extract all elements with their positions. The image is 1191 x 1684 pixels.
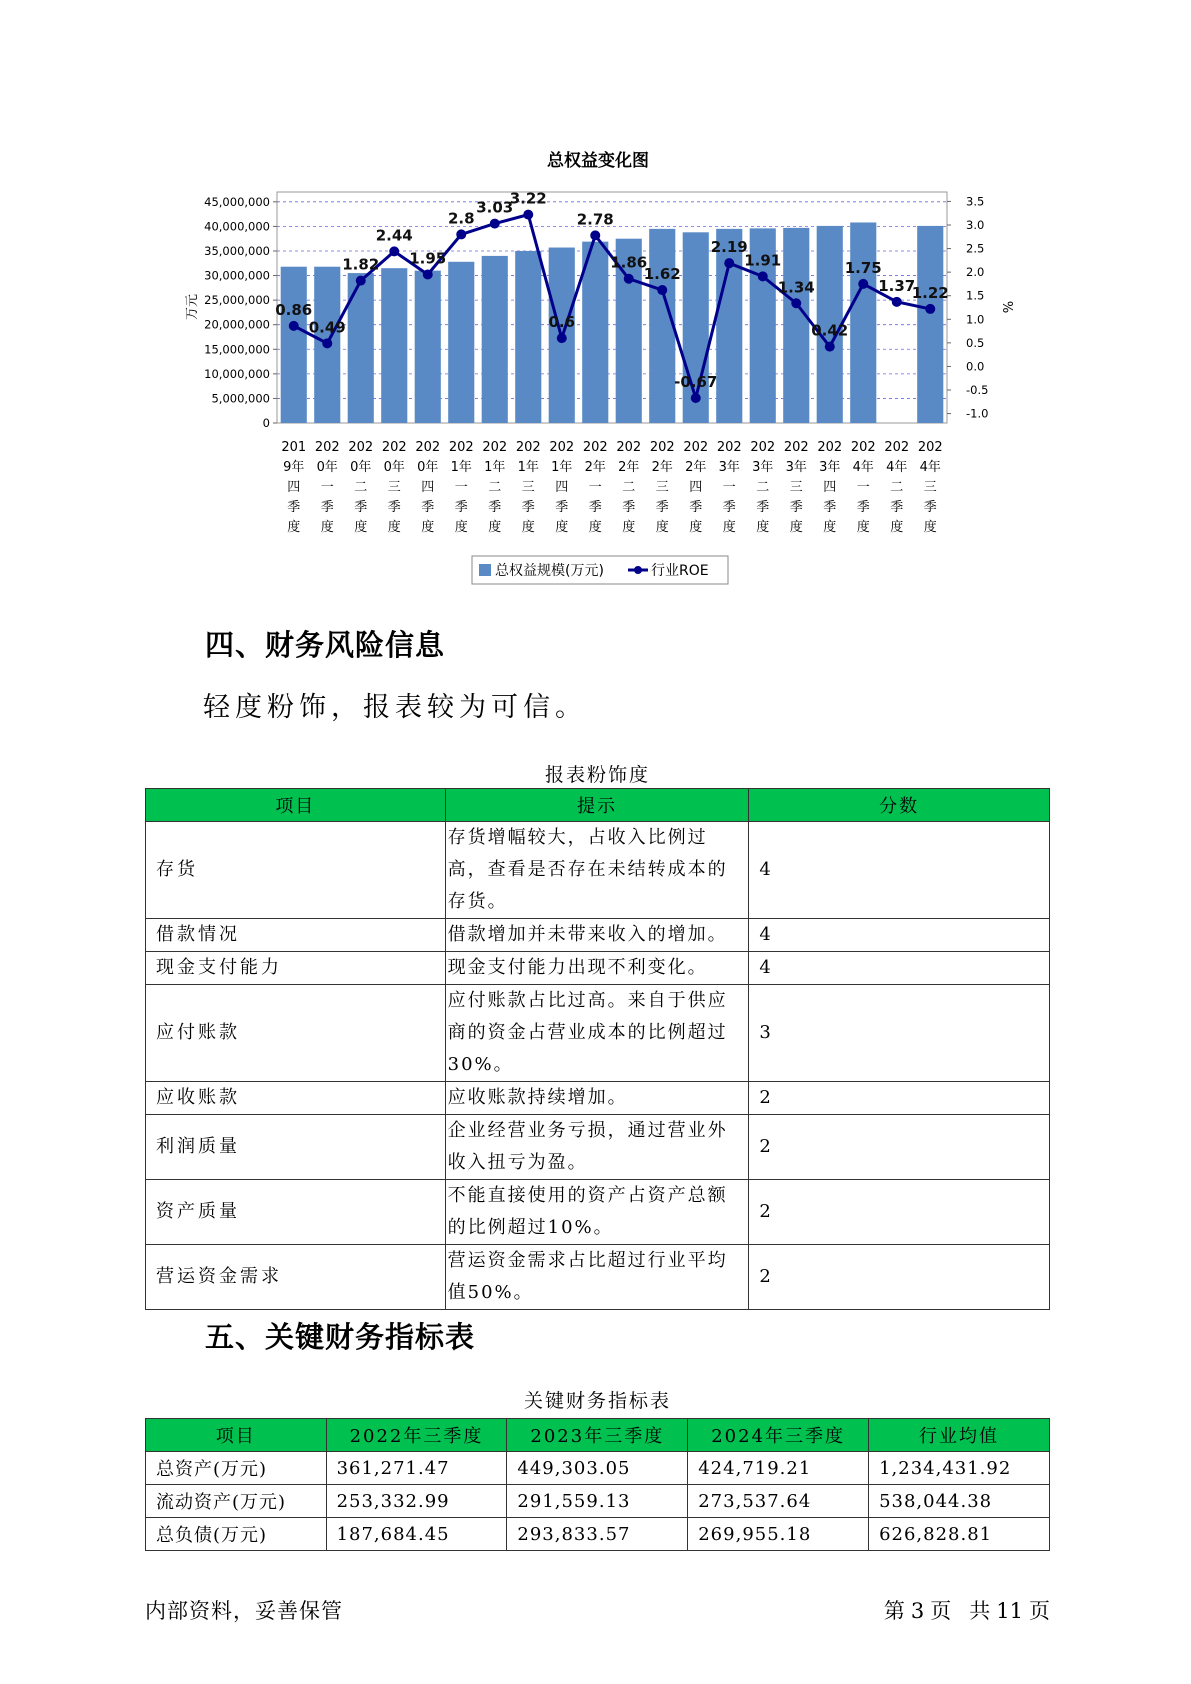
roe-data-label: 0.42 xyxy=(811,321,849,340)
risk-item: 借款情况 xyxy=(146,919,446,952)
risk-table-caption: 报表粉饰度 xyxy=(544,764,650,786)
x-tick-label: 1年 xyxy=(450,460,472,475)
key-table-caption: 关键财务指标表 xyxy=(523,1390,671,1412)
x-tick-label: 季 xyxy=(488,500,502,515)
x-tick-label: 季 xyxy=(789,500,803,515)
x-tick-label: 1年 xyxy=(517,460,539,475)
table-cell: 273,537.64 xyxy=(688,1485,869,1518)
column-header: 2022年三季度 xyxy=(326,1419,507,1452)
x-tick-label: 三 xyxy=(655,480,669,495)
table-cell: 253,332.99 xyxy=(326,1485,507,1518)
x-tick-label: 季 xyxy=(421,500,435,515)
risk-hint: 现金支付能力出现不利变化。 xyxy=(445,952,749,985)
x-tick-label: 度 xyxy=(856,520,870,535)
roe-data-label: 1.75 xyxy=(844,258,882,277)
risk-item: 利润质量 xyxy=(146,1115,446,1180)
equity-bar xyxy=(281,267,307,423)
risk-score: 2 xyxy=(749,1245,1050,1310)
page-number: 3 xyxy=(910,1599,925,1623)
x-tick-label: 季 xyxy=(622,500,636,515)
x-tick-label: 四 xyxy=(287,480,301,495)
roe-point xyxy=(590,230,600,240)
roe-data-label: 2.44 xyxy=(375,226,413,245)
roe-data-label: 1.86 xyxy=(610,253,648,272)
risk-table xyxy=(145,788,1050,1310)
equity-bar xyxy=(850,222,876,423)
table-cell: 424,719.21 xyxy=(688,1452,869,1485)
x-tick-label: 季 xyxy=(655,500,669,515)
left-tick-label: 25,000,000 xyxy=(204,293,270,308)
x-tick-label: 三 xyxy=(387,480,401,495)
roe-point xyxy=(691,393,701,403)
table-row xyxy=(146,1115,1050,1180)
column-header-score: 分数 xyxy=(749,789,1050,822)
right-tick-label: 3.0 xyxy=(966,218,985,232)
x-tick-label: 0年 xyxy=(383,460,405,475)
x-tick-label: 度 xyxy=(923,520,937,535)
x-tick-label: 度 xyxy=(622,520,636,535)
risk-item: 应付账款 xyxy=(146,985,446,1082)
risk-hint: 营运资金需求占比超过行业平均值50%。 xyxy=(445,1245,749,1310)
x-tick-label: 度 xyxy=(890,520,904,535)
left-tick-label: 35,000,000 xyxy=(204,243,270,258)
roe-point xyxy=(825,342,835,352)
x-tick-label: 四 xyxy=(823,480,837,495)
x-tick-label: 四 xyxy=(421,480,435,495)
equity-bar xyxy=(381,268,407,423)
table-row xyxy=(146,952,1050,985)
equity-bar xyxy=(716,229,742,423)
roe-data-label: 1.95 xyxy=(409,249,447,268)
x-tick-label: 度 xyxy=(387,520,401,535)
x-tick-label: 202 xyxy=(381,440,407,455)
roe-data-label: 2.78 xyxy=(576,210,614,229)
roe-point xyxy=(456,229,466,239)
legend-label-equity: 总权益规模(万元) xyxy=(495,563,604,579)
left-tick-label: 45,000,000 xyxy=(204,194,270,209)
x-tick-label: 季 xyxy=(555,500,569,515)
x-tick-label: 3年 xyxy=(718,460,740,475)
table-cell: 538,044.38 xyxy=(869,1485,1050,1518)
x-tick-label: 202 xyxy=(750,440,776,455)
x-tick-label: 0年 xyxy=(417,460,439,475)
x-tick-label: 度 xyxy=(722,520,736,535)
roe-data-label: 1.37 xyxy=(878,276,916,295)
table-cell: 269,955.18 xyxy=(688,1518,869,1551)
roe-point xyxy=(858,279,868,289)
risk-score: 2 xyxy=(749,1082,1050,1115)
roe-point xyxy=(925,304,935,314)
right-tick-label: 2.5 xyxy=(966,241,985,256)
right-tick-label: -1.0 xyxy=(966,406,989,421)
roe-point xyxy=(758,271,768,281)
x-tick-label: 3年 xyxy=(785,460,807,475)
legend-label-roe: 行业ROE xyxy=(651,563,709,579)
right-tick-label: 1.5 xyxy=(966,288,985,303)
x-tick-label: 季 xyxy=(588,500,602,515)
x-tick-label: 度 xyxy=(823,520,837,535)
roe-data-label: -0.67 xyxy=(674,373,718,392)
x-tick-label: 季 xyxy=(890,500,904,515)
x-tick-label: 季 xyxy=(689,500,703,515)
risk-hint: 借款增加并未带来收入的增加。 xyxy=(445,919,749,952)
x-tick-label: 季 xyxy=(287,500,301,515)
x-tick-label: 202 xyxy=(616,440,642,455)
footer-confidential-note: 内部资料，妥善保管 xyxy=(145,1599,343,1623)
roe-point xyxy=(490,219,500,229)
table-row xyxy=(146,822,1050,919)
left-tick-label: 30,000,000 xyxy=(204,268,270,283)
x-tick-label: 1年 xyxy=(551,460,573,475)
table-header-row xyxy=(146,1419,1050,1452)
x-tick-label: 度 xyxy=(689,520,703,535)
table-row xyxy=(146,1518,1050,1551)
total-unit: 页 xyxy=(1029,1599,1050,1623)
left-axis-label: 万元 xyxy=(185,293,200,321)
page-prefix: 第 xyxy=(883,1599,905,1623)
risk-score: 3 xyxy=(749,985,1050,1082)
x-tick-label: 度 xyxy=(655,520,669,535)
x-tick-label: 四 xyxy=(555,480,569,495)
x-tick-label: 2年 xyxy=(651,460,673,475)
roe-point xyxy=(523,210,533,220)
x-tick-label: 一 xyxy=(856,480,870,495)
x-tick-label: 9年 xyxy=(283,460,305,475)
risk-summary-text: 轻度粉饰，报表较为可信。 xyxy=(203,692,587,723)
roe-point xyxy=(356,276,366,286)
x-tick-label: 度 xyxy=(756,520,770,535)
x-tick-label: 4年 xyxy=(919,460,941,475)
column-header: 2023年三季度 xyxy=(507,1419,688,1452)
footer-page-number xyxy=(878,1595,1050,1625)
roe-point xyxy=(657,285,667,295)
x-tick-label: 季 xyxy=(823,500,837,515)
table-cell: 449,303.05 xyxy=(507,1452,688,1485)
x-tick-label: 202 xyxy=(683,440,709,455)
roe-data-label: 0.49 xyxy=(308,318,346,337)
x-tick-label: 202 xyxy=(884,440,910,455)
x-tick-label: 202 xyxy=(783,440,809,455)
right-tick-label: 0.0 xyxy=(966,359,985,374)
roe-point xyxy=(791,298,801,308)
x-tick-label: 二 xyxy=(488,480,502,495)
equity-change-chart xyxy=(0,0,1191,600)
left-tick-label: 15,000,000 xyxy=(204,342,270,357)
left-tick-label: 0 xyxy=(262,416,270,430)
x-tick-label: 4年 xyxy=(886,460,908,475)
x-tick-label: 一 xyxy=(320,480,334,495)
x-tick-label: 季 xyxy=(756,500,770,515)
x-tick-label: 四 xyxy=(689,480,703,495)
equity-bar xyxy=(515,251,541,423)
table-row xyxy=(146,1180,1050,1245)
x-tick-label: 202 xyxy=(448,440,474,455)
x-tick-label: 二 xyxy=(354,480,368,495)
key-indicators-table xyxy=(145,1418,1050,1551)
x-tick-label: 202 xyxy=(482,440,508,455)
legend-swatch-point xyxy=(634,566,642,574)
equity-bar xyxy=(482,256,508,423)
x-tick-label: 202 xyxy=(314,440,340,455)
equity-bar xyxy=(582,242,608,423)
x-tick-label: 季 xyxy=(521,500,535,515)
x-tick-label: 二 xyxy=(756,480,770,495)
x-tick-label: 202 xyxy=(716,440,742,455)
roe-data-label: 1.22 xyxy=(911,283,949,302)
table-row xyxy=(146,985,1050,1082)
x-tick-label: 0年 xyxy=(316,460,338,475)
x-tick-label: 3年 xyxy=(752,460,774,475)
risk-hint: 不能直接使用的资产占资产总额的比例超过10%。 xyxy=(445,1180,749,1245)
x-tick-label: 度 xyxy=(354,520,368,535)
x-tick-label: 季 xyxy=(320,500,334,515)
risk-item: 应收账款 xyxy=(146,1082,446,1115)
x-tick-label: 二 xyxy=(622,480,636,495)
x-tick-label: 202 xyxy=(850,440,876,455)
roe-point xyxy=(624,274,634,284)
table-header-row xyxy=(146,789,1050,822)
roe-point xyxy=(389,246,399,256)
x-tick-label: 2年 xyxy=(685,460,707,475)
x-tick-label: 三 xyxy=(521,480,535,495)
table-cell: 总资产(万元) xyxy=(146,1452,327,1485)
table-row xyxy=(146,1082,1050,1115)
risk-section-heading: 四、财务风险信息 xyxy=(205,628,446,662)
chart-svg xyxy=(0,0,1191,600)
x-tick-label: 度 xyxy=(521,520,535,535)
risk-item: 存货 xyxy=(146,822,446,919)
risk-score: 2 xyxy=(749,1180,1050,1245)
x-tick-label: 度 xyxy=(488,520,502,535)
equity-bar xyxy=(783,228,809,423)
risk-score: 4 xyxy=(749,919,1050,952)
x-tick-label: 202 xyxy=(582,440,608,455)
chart-title: 总权益变化图 xyxy=(547,151,649,171)
x-tick-label: 202 xyxy=(515,440,541,455)
table-row xyxy=(146,1245,1050,1310)
roe-data-label: 0.6 xyxy=(548,313,576,332)
roe-point xyxy=(557,333,567,343)
roe-data-label: 3.03 xyxy=(476,198,514,217)
roe-point xyxy=(724,258,734,268)
page-unit: 页 xyxy=(930,1599,952,1623)
left-tick-label: 20,000,000 xyxy=(204,317,270,332)
table-cell: 1,234,431.92 xyxy=(869,1452,1050,1485)
right-tick-label: 2.0 xyxy=(966,265,985,280)
x-tick-label: 4年 xyxy=(852,460,874,475)
x-tick-label: 度 xyxy=(555,520,569,535)
x-tick-label: 季 xyxy=(856,500,870,515)
x-tick-label: 3年 xyxy=(819,460,841,475)
x-tick-label: 202 xyxy=(415,440,441,455)
risk-hint: 企业经营业务亏损，通过营业外收入扭亏为盈。 xyxy=(445,1115,749,1180)
x-tick-label: 202 xyxy=(817,440,843,455)
x-tick-label: 0年 xyxy=(350,460,372,475)
roe-data-label: 1.82 xyxy=(342,255,380,274)
table-cell: 流动资产(万元) xyxy=(146,1485,327,1518)
risk-item: 现金支付能力 xyxy=(146,952,446,985)
legend-swatch-bar xyxy=(479,564,491,576)
x-tick-label: 202 xyxy=(549,440,575,455)
x-tick-label: 季 xyxy=(454,500,468,515)
x-tick-label: 三 xyxy=(789,480,803,495)
roe-data-label: 3.22 xyxy=(509,189,547,208)
roe-point xyxy=(423,270,433,280)
column-header: 行业均值 xyxy=(869,1419,1050,1452)
x-tick-label: 季 xyxy=(722,500,736,515)
risk-score: 4 xyxy=(749,822,1050,919)
roe-data-label: 1.62 xyxy=(643,265,681,284)
x-tick-label: 一 xyxy=(454,480,468,495)
roe-point xyxy=(289,321,299,331)
x-tick-label: 季 xyxy=(354,500,368,515)
x-tick-label: 1年 xyxy=(484,460,506,475)
left-tick-label: 5,000,000 xyxy=(211,391,270,406)
risk-item: 资产质量 xyxy=(146,1180,446,1245)
table-row xyxy=(146,1485,1050,1518)
x-tick-label: 2年 xyxy=(618,460,640,475)
x-tick-label: 2年 xyxy=(584,460,606,475)
right-axis-label: % xyxy=(999,300,1014,314)
table-cell: 总负债(万元) xyxy=(146,1518,327,1551)
right-tick-label: 1.0 xyxy=(966,312,985,327)
right-tick-label: -0.5 xyxy=(966,383,989,397)
table-cell: 361,271.47 xyxy=(326,1452,507,1485)
right-tick-label: 3.5 xyxy=(966,194,985,209)
total-prefix: 共 xyxy=(969,1599,991,1623)
equity-bar xyxy=(448,262,474,423)
roe-data-label: 2.8 xyxy=(447,209,475,228)
x-tick-label: 201 xyxy=(281,440,307,455)
x-tick-label: 季 xyxy=(923,500,937,515)
x-tick-label: 季 xyxy=(387,500,401,515)
equity-bar xyxy=(415,271,441,423)
risk-score: 2 xyxy=(749,1115,1050,1180)
risk-item: 营运资金需求 xyxy=(146,1245,446,1310)
x-tick-label: 二 xyxy=(890,480,904,495)
column-header-hint: 提示 xyxy=(445,789,749,822)
roe-data-label: 1.34 xyxy=(777,278,815,297)
x-tick-label: 202 xyxy=(917,440,943,455)
risk-hint: 存货增幅较大，占收入比例过高，查看是否存在未结转成本的存货。 xyxy=(445,822,749,919)
table-cell: 291,559.13 xyxy=(507,1485,688,1518)
equity-bar xyxy=(649,229,675,423)
column-header: 2024年三季度 xyxy=(688,1419,869,1452)
x-tick-label: 度 xyxy=(421,520,435,535)
x-tick-label: 度 xyxy=(287,520,301,535)
x-tick-label: 一 xyxy=(588,480,602,495)
x-tick-label: 度 xyxy=(454,520,468,535)
roe-data-label: 2.19 xyxy=(710,238,748,257)
roe-data-label: 0.86 xyxy=(275,300,313,319)
column-header: 项目 xyxy=(146,1419,327,1452)
table-row xyxy=(146,1452,1050,1485)
roe-data-label: 1.91 xyxy=(744,251,782,270)
roe-point xyxy=(322,338,332,348)
x-tick-label: 202 xyxy=(348,440,374,455)
x-tick-label: 一 xyxy=(722,480,736,495)
table-cell: 293,833.57 xyxy=(507,1518,688,1551)
total-pages: 11 xyxy=(996,1599,1023,1623)
x-tick-label: 度 xyxy=(789,520,803,535)
table-row xyxy=(146,919,1050,952)
x-tick-label: 三 xyxy=(923,480,937,495)
table-cell: 626,828.81 xyxy=(869,1518,1050,1551)
risk-score: 4 xyxy=(749,952,1050,985)
roe-point xyxy=(892,297,902,307)
right-tick-label: 0.5 xyxy=(966,335,985,350)
risk-hint: 应收账款持续增加。 xyxy=(445,1082,749,1115)
left-tick-label: 40,000,000 xyxy=(204,219,270,234)
x-tick-label: 度 xyxy=(320,520,334,535)
x-tick-label: 度 xyxy=(588,520,602,535)
x-tick-label: 202 xyxy=(649,440,675,455)
equity-bar xyxy=(917,226,943,423)
table-cell: 187,684.45 xyxy=(326,1518,507,1551)
column-header-item: 项目 xyxy=(146,789,446,822)
risk-hint: 应付账款占比过高。来自于供应商的资金占营业成本的比例超过30%。 xyxy=(445,985,749,1082)
key-indicators-heading: 五、关键财务指标表 xyxy=(205,1320,476,1354)
left-tick-label: 10,000,000 xyxy=(204,366,270,381)
